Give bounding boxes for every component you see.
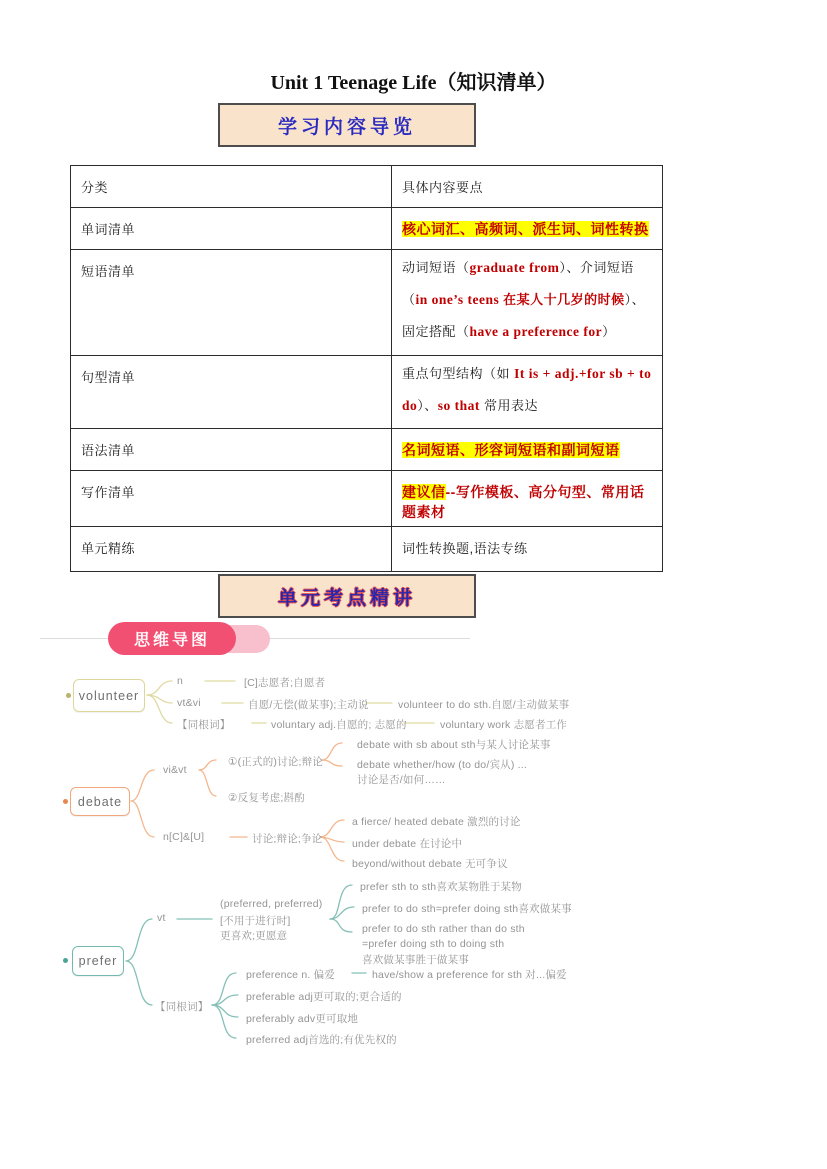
header-col1: 分类 (71, 166, 392, 208)
sentences-seg-en: so that (437, 398, 480, 413)
prefer-cognate4: preferred adj首选的;有优先权的 (246, 1034, 397, 1046)
prefer-cognate2: preferable adj更可取的;更合适的 (246, 991, 402, 1003)
debate-verb-sense1: ①(正式的)讨论;辩论 (228, 756, 324, 768)
prefer-verb-example1: prefer sth to sth喜欢某物胜于某物 (360, 881, 522, 893)
volunteer-verb-example: volunteer to do sth.自愿/主动做某事 (398, 699, 570, 711)
sentences-seg-en: It is + adj.+for sb + to do (402, 366, 652, 413)
row-sentences-label: 句型清单 (71, 356, 392, 429)
prefer-verb-note2: [不用于进行时] (220, 915, 291, 927)
prefer-cognate1-example: have/show a preference for sth 对...偏爱 (372, 969, 567, 981)
page-title: Unit 1 Teenage Life（知识清单） (270, 72, 557, 94)
debate-sense1-example2-line2: 讨论是否/如何…… (357, 774, 446, 786)
mindmap-badge-label: 思维导图 (133, 632, 210, 649)
debate-verb-sense2: ②反复考虑;斟酌 (228, 792, 305, 804)
exam-banner-label: 单元考点精讲 (277, 587, 416, 609)
phrases-seg-cn: ）、固定搭配（ (402, 292, 646, 339)
prefer-verb-example3-line3: 喜欢做某事胜于做某事 (362, 954, 469, 966)
volunteer-verb-definition: 自愿/无偿(做某事);主动说 (248, 699, 369, 711)
volunteer-pos-n: n (177, 675, 184, 687)
row-phrases-label: 短语清单 (71, 250, 392, 356)
debate-noun-example1: a fierce/ heated debate 激烈的讨论 (352, 816, 521, 828)
header-col2: 具体内容要点 (392, 166, 663, 208)
volunteer-cognate-label: 【同根词】 (177, 719, 231, 731)
prefer-verb-example3-line2: =prefer doing sth to doing sth (362, 938, 505, 950)
phrases-seg-en: in one’s teens (415, 292, 504, 307)
debate-noun-definition: 讨论;辩论;争论 (252, 833, 323, 845)
phrases-seg-red-cn: 在某人十几岁的时候 (503, 292, 625, 307)
prefer-verb-note1: (preferred, preferred) (220, 898, 323, 910)
writing-seg-dash: -- (445, 484, 456, 500)
phrases-seg-cn: ）、介词短语（ (402, 260, 634, 307)
volunteer-cognate-definition: voluntary adj.自愿的; 志愿的 (271, 719, 407, 731)
debate-pos-noun: n[C]&[U] (163, 831, 205, 843)
volunteer-n-definition: [C]志愿者;自愿者 (244, 677, 326, 689)
prefer-anchor-dot (63, 958, 68, 963)
prefer-cognate3: preferably adv更可取地 (246, 1013, 359, 1025)
volunteer-anchor-dot (66, 693, 71, 698)
prefer-cognate-label: 【同根词】 (155, 1001, 209, 1013)
writing-seg-highlight: 建议信 (402, 484, 446, 500)
sentences-seg-cn: ）、 (417, 398, 438, 413)
mindmap-node-debate: debate (70, 787, 130, 816)
row-writing-label: 写作清单 (71, 471, 392, 527)
phrases-seg-en: graduate from (469, 260, 560, 275)
mindmap-node-volunteer: volunteer (73, 679, 145, 712)
row-practice-content: 词性转换题,语法专练 (392, 527, 663, 572)
writing-seg-red: 写作模板、高分句型、常用话题素材 (402, 484, 645, 520)
volunteer-pos-verb: vt&vi (177, 697, 201, 709)
mindmap-node-prefer: prefer (72, 946, 124, 976)
prefer-verb-note3: 更喜欢;更愿意 (220, 930, 288, 942)
debate-noun-example2: under debate 在讨论中 (352, 838, 463, 850)
prefer-pos-verb: vt (157, 912, 166, 924)
row-words-content: 核心词汇、高频词、派生词、词性转换 (402, 221, 649, 237)
sentences-seg-cn: 重点句型结构（如 (402, 366, 515, 381)
phrases-seg-en: have a preference for (469, 324, 603, 339)
row-words-label: 单词清单 (71, 208, 392, 250)
row-grammar-content: 名词短语、形容词短语和副词短语 (402, 442, 620, 458)
debate-sense1-example2-line1: debate whether/how (to do/宾从) ... (357, 759, 528, 771)
phrases-seg-cn: ） (602, 324, 616, 339)
debate-sense1-example1: debate with sb about sth与某人讨论某事 (357, 739, 551, 751)
sentences-seg-cn: 常用表达 (479, 398, 539, 413)
row-grammar-label: 语法清单 (71, 429, 392, 471)
debate-anchor-dot (63, 799, 68, 804)
volunteer-cognate-example: voluntary work 志愿者工作 (440, 719, 568, 731)
prefer-verb-example2: prefer to do sth=prefer doing sth喜欢做某事 (362, 903, 572, 915)
prefer-verb-example3-line1: prefer to do sth rather than do sth (362, 923, 525, 935)
debate-pos-verb: vi&vt (163, 764, 187, 776)
row-practice-label: 单元精练 (71, 527, 392, 572)
prefer-cognate1: preference n. 偏爱 (246, 969, 335, 981)
debate-noun-example3: beyond/without debate 无可争议 (352, 858, 508, 870)
phrases-seg-cn: 动词短语（ (402, 260, 470, 275)
overview-banner-label: 学习内容导览 (277, 116, 416, 138)
